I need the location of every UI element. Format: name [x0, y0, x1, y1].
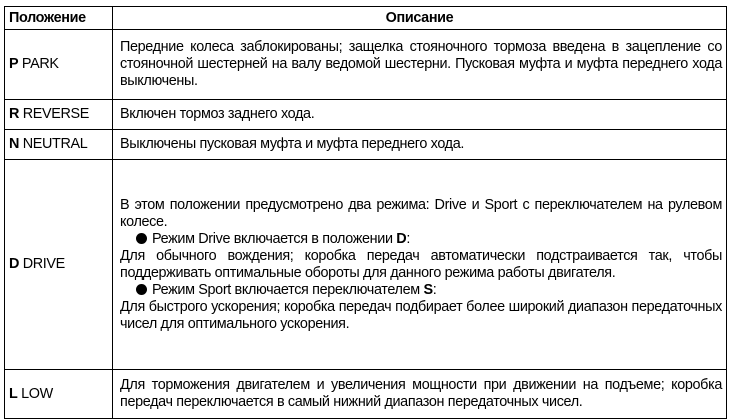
- description-cell-reverse: [113, 100, 727, 130]
- description-text: Выключены пусковая муфта и муфта переднего хода.: [120, 136, 465, 152]
- gear-position-table: [4, 6, 727, 419]
- position-cell-reverse: [5, 100, 113, 130]
- sport-mode-bullet: Режим Sport включается переключателем S:: [120, 282, 722, 299]
- table-row-neutral: [5, 130, 727, 160]
- header-position: Положение: [5, 7, 113, 30]
- table-row-drive: [5, 160, 727, 370]
- drive-bullet-text: Режим Drive включается в положении: [152, 230, 393, 247]
- bullet-dot-icon: [136, 233, 147, 244]
- description-cell-neutral: [113, 130, 727, 160]
- table-header-row: [5, 7, 727, 30]
- position-code: R: [9, 106, 20, 122]
- position-code: L: [9, 385, 18, 402]
- description-text: Для торможения двигателем и увеличения мощности при движении на подъеме; коробка передач переключается в самый нижний диапазон передаточных чисел.: [120, 377, 722, 410]
- sport-bullet-text: Режим Sport включается переключателем: [152, 281, 420, 298]
- position-name: DRIVE: [22, 256, 65, 272]
- position-name: NEUTRAL: [22, 136, 88, 152]
- position-code: P: [9, 56, 19, 72]
- header-description: Описание: [113, 7, 727, 30]
- position-cell-drive: [5, 160, 113, 370]
- position-code: N: [9, 136, 20, 152]
- drive-mode-bullet: Режим Drive включается в положении D:: [120, 231, 722, 248]
- table-row-park: [5, 30, 727, 100]
- sport-mode-text: Для быстрого ускорения; коробка передач подбирает более широкий диапазон передаточных чисел для оптимального ускорения.: [120, 298, 722, 332]
- description-text: Передние колеса заблокированы; защелка стояночного тормоза введена в зацепление со стояночной шестерней на валу ведомой шестерни. Пусковая муфта и муфта переднего хода выключены.: [120, 39, 722, 89]
- position-name: LOW: [21, 385, 53, 402]
- position-cell-low: [5, 370, 113, 419]
- description-cell-drive: [113, 160, 727, 370]
- position-code: D: [9, 256, 20, 272]
- position-name: PARK: [21, 56, 59, 72]
- description-cell-low: [113, 370, 727, 419]
- drive-mode-text: Для обычного вождения; коробка передач автоматически подстраивается так, чтобы поддерживать оптимальные обороты для данного режима работы двигателя.: [120, 247, 722, 281]
- table-row-reverse: [5, 100, 727, 130]
- sport-key: S: [423, 281, 433, 298]
- description-text: Включен тормоз заднего хода.: [120, 106, 315, 122]
- position-cell-neutral: [5, 130, 113, 160]
- position-cell-park: [5, 30, 113, 100]
- description-cell-park: [113, 30, 727, 100]
- table-row-low: [5, 370, 727, 419]
- drive-key: D: [396, 230, 407, 247]
- drive-intro-text: В этом положении предусмотрено два режима: Drive и Sport с переключателем на рулевом колесе.: [120, 196, 722, 230]
- position-name: REVERSE: [22, 106, 90, 122]
- bullet-dot-icon: [136, 284, 147, 295]
